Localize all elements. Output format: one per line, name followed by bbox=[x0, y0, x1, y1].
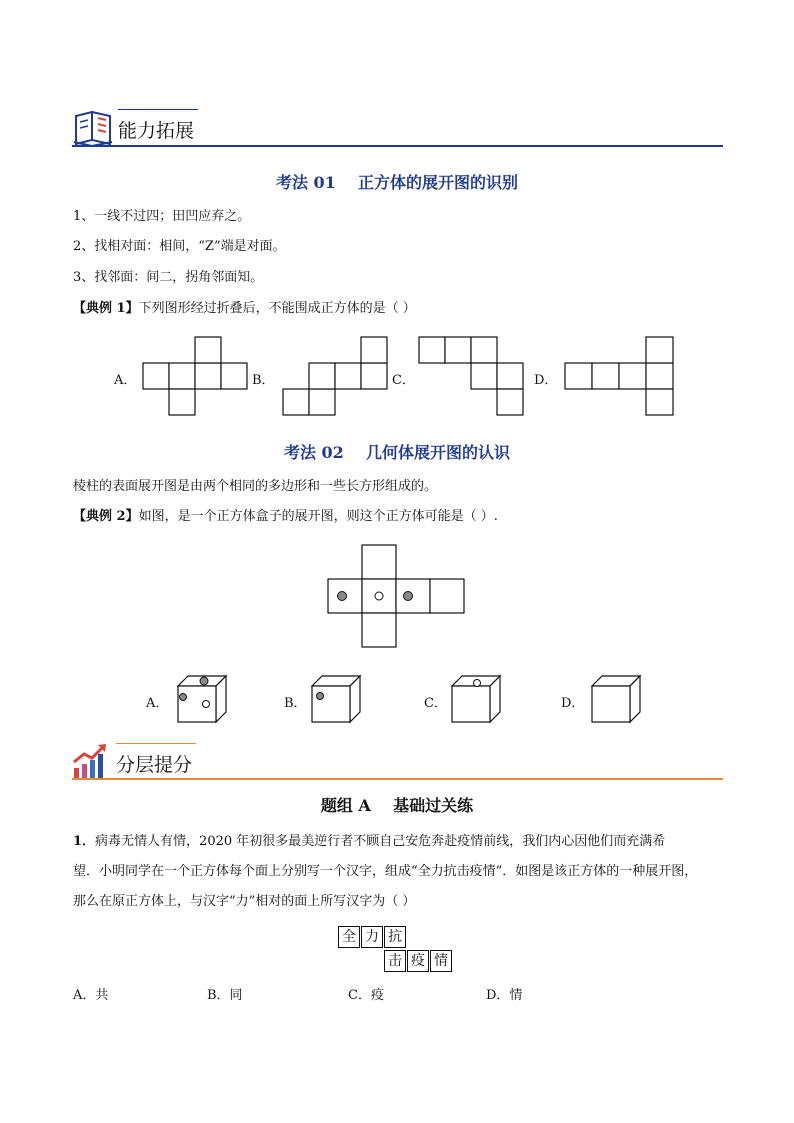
header-rule-short bbox=[116, 743, 196, 744]
filled-dot bbox=[338, 592, 347, 601]
q1-text-1: 病毒无情人有情，2020 年初很多最美逆行者不顾自己安危奔赴疫情前线，我们内心因他们而充满希 bbox=[95, 834, 666, 849]
rule-2: 2、找相对面：相间，“Z”端是对面。 bbox=[73, 239, 286, 254]
cube-option-c-label: C． bbox=[424, 696, 447, 711]
chart-up-icon bbox=[72, 742, 112, 780]
example1-text: 下列图形经过折叠后，不能围成正方体的是（ ） bbox=[138, 301, 416, 316]
hollow-dot bbox=[375, 592, 383, 600]
cube-c bbox=[452, 676, 504, 722]
word-net bbox=[338, 926, 458, 976]
header-rule-short bbox=[118, 109, 198, 110]
q1-option-b: B．同 bbox=[207, 988, 243, 1003]
cube-b bbox=[312, 676, 364, 722]
example2-tag: 【典例 2】 bbox=[73, 509, 139, 524]
net-cell: 击 bbox=[384, 950, 406, 972]
cube-option-b-label: B． bbox=[284, 696, 307, 711]
option-d-label: D． bbox=[534, 373, 558, 388]
section-title: 能力拓展 bbox=[118, 120, 195, 142]
group-heading: 题组 A 基础过关练 bbox=[320, 796, 474, 815]
header-rule bbox=[72, 778, 723, 780]
example1-question bbox=[73, 300, 416, 318]
net-cell: 抗 bbox=[384, 926, 406, 948]
option-b-label: B． bbox=[252, 373, 275, 388]
header-rule bbox=[72, 145, 723, 147]
example2-text: 如图，是一个正方体盒子的展开图，则这个正方体可能是（ ）. bbox=[138, 509, 498, 524]
net-c bbox=[419, 337, 529, 417]
book-icon bbox=[72, 108, 116, 148]
q1-line-1 bbox=[73, 833, 665, 851]
section-title: 分层提分 bbox=[116, 754, 193, 776]
net-cell: 疫 bbox=[407, 950, 429, 972]
net-cell: 情 bbox=[430, 950, 452, 972]
option-a-label: A． bbox=[114, 373, 137, 388]
net-cell: 全 bbox=[338, 926, 360, 948]
section-header-ability bbox=[70, 106, 723, 150]
cube-net-figure bbox=[328, 545, 468, 653]
q1-number: 1． bbox=[73, 834, 96, 849]
net-cell: 力 bbox=[361, 926, 383, 948]
q1-line-2: 望．小明同学在一个正方体每个面上分别写一个汉字，组成“全力抗击疫情”．如图是该正方体的一种展开图， bbox=[73, 864, 698, 879]
q1-line-3: 那么在原正方体上，与汉字“力”相对的面上所写汉字为（ ） bbox=[73, 894, 416, 909]
net-d bbox=[565, 337, 680, 417]
cube-option-a-label: A． bbox=[146, 696, 169, 711]
example2-question bbox=[73, 508, 498, 526]
rule-1: 1、一线不过四；田凹应弃之。 bbox=[73, 209, 251, 224]
q1-option-d: D．情 bbox=[486, 988, 523, 1003]
method1-heading: 考法 01 正方体的展开图的识别 bbox=[275, 173, 519, 192]
cube-a bbox=[178, 676, 230, 722]
section-header-layered bbox=[70, 740, 723, 782]
example1-tag: 【典例 1】 bbox=[73, 301, 139, 316]
option-c-label: C． bbox=[392, 373, 415, 388]
method2-rule: 棱柱的表面展开图是由两个相同的多边形和一些长方形组成的。 bbox=[73, 479, 438, 494]
q1-option-c: C．疫 bbox=[348, 988, 384, 1003]
method2-heading: 考法 02 几何体展开图的认识 bbox=[283, 443, 511, 462]
rule-3: 3、找邻面：间二，拐角邻面知。 bbox=[73, 270, 264, 285]
filled-dot bbox=[404, 592, 413, 601]
cube-d bbox=[592, 676, 644, 722]
cube-option-d-label: D． bbox=[561, 696, 585, 711]
q1-option-a: A．共 bbox=[73, 988, 109, 1003]
net-b bbox=[283, 337, 393, 417]
net-a bbox=[143, 337, 253, 417]
